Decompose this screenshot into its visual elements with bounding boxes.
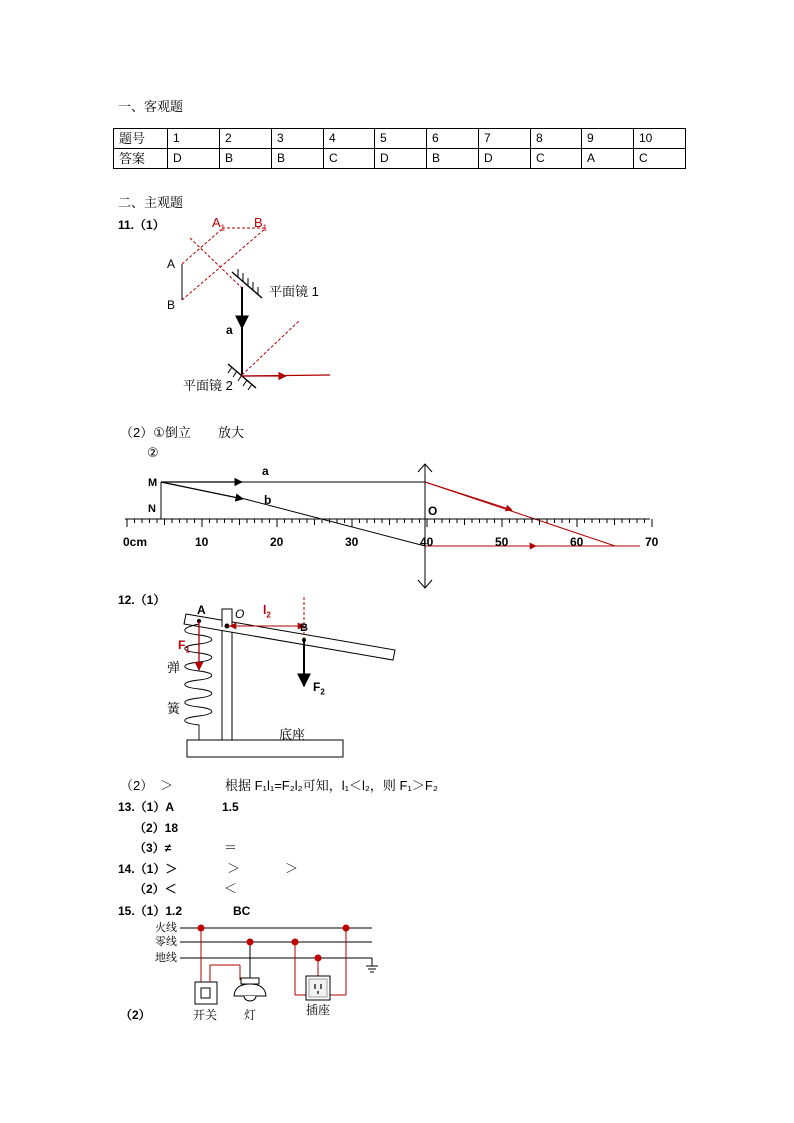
table-cell: C (531, 149, 582, 169)
q13-p2: （2）18 (134, 821, 179, 835)
ruler-label: 10 (195, 535, 209, 549)
section-subjective-title: 二、主观题 (118, 195, 184, 210)
q12-part2-symbol: ＞ (160, 778, 174, 793)
label-ray-a: a (262, 464, 269, 478)
ruler-label: 70 (645, 535, 659, 549)
lamp-icon (241, 978, 259, 984)
table-cell: 1 (168, 129, 220, 149)
table-cell: D (479, 149, 531, 169)
label-live-wire: 火线 (155, 922, 177, 934)
label-l2: $l_2$ (263, 603, 271, 620)
table-cell: 8 (531, 129, 582, 149)
label-socket: 插座 (306, 1003, 331, 1017)
q13-p3-label: （3）≠ (134, 841, 172, 855)
q11-part2-sub: ② (147, 445, 159, 460)
q14-p1-v3: ＞ (285, 861, 299, 876)
label-m: M (148, 477, 158, 489)
ruler-label: 0cm (123, 535, 148, 549)
table-cell: 5 (375, 129, 427, 149)
table-cell: 答案 (114, 149, 168, 169)
q15-p2-label: （2） (120, 1008, 151, 1022)
q12-label: 12.（1） (118, 593, 166, 607)
label-ground-wire: 地线 (155, 952, 177, 964)
label-base: 底座 (279, 727, 306, 742)
label-f1: $F_1$ (178, 638, 190, 655)
label-lamp: 灯 (244, 1008, 257, 1022)
label-a1: $A_1$ (212, 215, 226, 233)
label-n: N (148, 503, 156, 515)
table-cell: D (168, 149, 220, 169)
q12-part2-label: （2） (120, 778, 154, 793)
label-b: B (300, 622, 308, 634)
table-cell: 2 (220, 129, 272, 149)
q13-p1-label: 13.（1）A (118, 800, 175, 814)
label-ray-b: b (264, 493, 272, 507)
table-cell: D (375, 149, 427, 169)
label-a: A (197, 603, 206, 617)
table-cell: 3 (272, 129, 324, 149)
q14-p2-v2: ＜ (224, 881, 238, 896)
q13-p3-value: ＝ (224, 840, 238, 855)
q13-p1-value: 1.5 (222, 800, 239, 814)
table-cell: B (220, 149, 272, 169)
table-cell: A (582, 149, 634, 169)
q14-p1-v2: ＞ (227, 861, 241, 876)
label-b1: $B_1$ (254, 215, 268, 233)
ruler-label: 20 (270, 535, 284, 549)
table-cell: 题号 (114, 129, 168, 149)
label-spring-2: 簧 (167, 701, 181, 716)
q14-p1-label: 14.（1）＞ (118, 862, 178, 876)
label-a: A (167, 257, 176, 271)
section-objective-title: 一、客观题 (118, 99, 184, 114)
table-cell: 6 (427, 129, 479, 149)
label-switch: 开关 (193, 1008, 218, 1022)
q12-reason: 根据 F₁l₁=F₂l₂可知，l₁＜l₂，则 F₁＞F₂ (225, 778, 438, 793)
ruler-label: 40 (420, 535, 434, 549)
ruler-label: 30 (345, 535, 359, 549)
table-cell: C (324, 149, 375, 169)
ruler-label: 50 (495, 535, 509, 549)
label-neutral-wire: 零线 (155, 936, 177, 948)
table-cell: B (272, 149, 324, 169)
label-f2: $F_2$ (313, 680, 325, 697)
table-cell: 9 (582, 129, 634, 149)
table-cell: 10 (634, 129, 686, 149)
q15-p1-label: 15.（1）1.2 (118, 904, 183, 918)
label-o: O (235, 607, 245, 621)
label-mirror-1: 平面镜 1 (269, 284, 319, 299)
q11-label: 11.（1） (118, 218, 165, 232)
label-spring-1: 弹 (167, 660, 181, 675)
label-o: O (428, 504, 438, 518)
table-cell: 4 (324, 129, 375, 149)
table-cell: C (634, 149, 686, 169)
ruler-label: 60 (570, 535, 584, 549)
table-cell: B (427, 149, 479, 169)
table-cell: 7 (479, 129, 531, 149)
q11-part2-label: （2）①倒立 (120, 425, 191, 440)
label-ray-a: a (226, 323, 233, 337)
switch-icon (195, 982, 217, 1004)
label-b: B (167, 298, 176, 312)
junction-dots (198, 925, 350, 962)
q15-p1-value: BC (233, 904, 251, 918)
label-mirror-2: 平面镜 2 (183, 378, 233, 393)
q11-part2-answer: 放大 (218, 425, 245, 440)
q14-p2-label: （2）＜ (134, 882, 177, 896)
